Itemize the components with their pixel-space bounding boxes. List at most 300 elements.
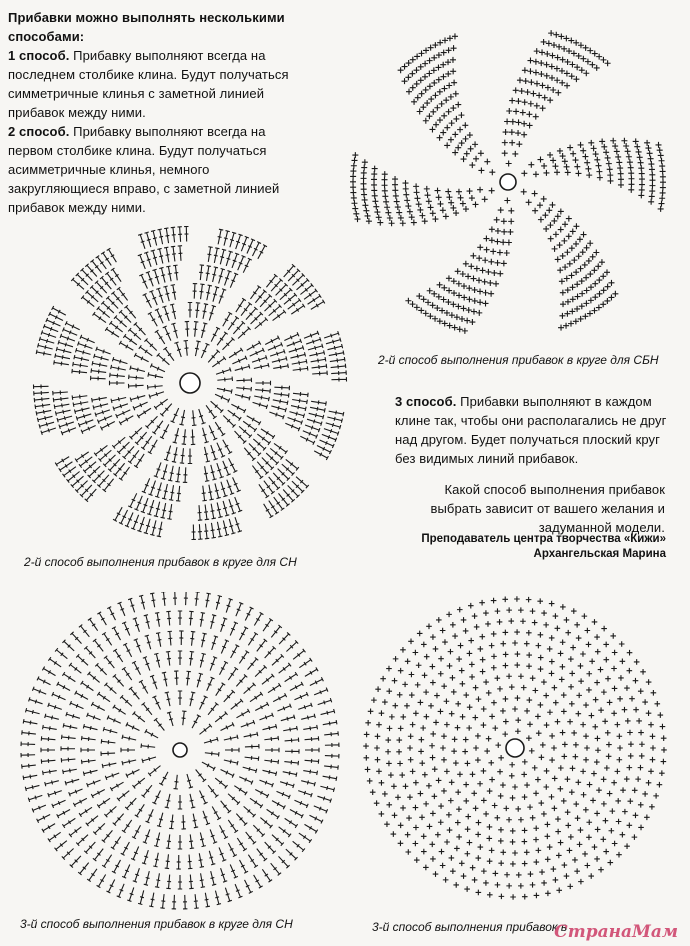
dc-stitch-symbol: [150, 593, 155, 607]
dc-stitch-symbol: [178, 651, 182, 665]
sc-stitch-symbol: [438, 656, 444, 662]
sc-stitch-symbol: [521, 132, 527, 138]
dc-stitch-symbol: [43, 725, 57, 730]
dc-stitch-symbol: [224, 690, 235, 702]
sc-stitch-symbol: [471, 791, 477, 797]
sc-stitch-symbol: [618, 171, 624, 177]
sc-stitch-symbol: [414, 189, 420, 195]
sc-stitch-symbol: [362, 202, 368, 208]
dc-stitch-symbol: [292, 359, 307, 364]
sc-stitch-symbol: [434, 105, 440, 111]
sc-stitch-symbol: [426, 198, 432, 204]
sc-stitch-symbol: [580, 249, 586, 255]
dc-stitch-symbol: [150, 364, 165, 372]
sc-stitch-symbol: [375, 733, 381, 739]
dc-stitch-symbol: [290, 682, 303, 691]
dc-stitch-symbol: [193, 322, 198, 337]
method2-paragraph: [8, 122, 308, 217]
sc-stitch-symbol: [448, 798, 454, 804]
dc-stitch-symbol: [184, 592, 188, 605]
dc-stitch-symbol: [304, 331, 319, 339]
dc-stitch-symbol: [132, 825, 140, 838]
dc-stitch-symbol: [104, 656, 114, 668]
dc-stitch-symbol: [117, 791, 129, 801]
sc-stitch-symbol: [587, 48, 593, 54]
sc-stitch-symbol: [430, 811, 436, 817]
sc-stitch-symbol: [509, 762, 515, 768]
sc-stitch-symbol: [462, 749, 468, 755]
sc-stitch-symbol: [363, 743, 369, 749]
dc-stitch-symbol: [258, 245, 267, 259]
sc-stitch-symbol: [574, 64, 580, 70]
sc-stitch-symbol: [447, 663, 453, 669]
dc-stitch-symbol: [101, 751, 115, 756]
dc-stitch-symbol: [139, 274, 147, 289]
dc-stitch-symbol: [69, 663, 81, 673]
sc-stitch-symbol: [515, 806, 521, 812]
sc-stitch-symbol: [463, 737, 469, 743]
dc-stitch-symbol: [191, 524, 195, 539]
sc-stitch-symbol: [562, 221, 568, 227]
sc-stitch-symbol: [565, 823, 571, 829]
sc-stitch-symbol: [660, 174, 666, 180]
dc-stitch-symbol: [163, 326, 171, 341]
sc-stitch-symbol: [413, 841, 419, 847]
sc-stitch-symbol: [565, 630, 571, 636]
sc-stitch-symbol: [431, 291, 437, 297]
dc-stitch-symbol: [164, 446, 171, 461]
dc-stitch-symbol: [39, 422, 54, 428]
dc-stitch-symbol: [245, 607, 253, 620]
sc-stitch-symbol: [566, 216, 572, 222]
sc-stitch-symbol: [532, 191, 538, 197]
dc-stitch-symbol: [105, 773, 119, 780]
sc-stitch-symbol: [410, 85, 416, 91]
sc-stitch-symbol: [587, 782, 593, 788]
sc-stitch-symbol: [591, 308, 597, 314]
dc-stitch-symbol: [79, 625, 89, 637]
dc-stitch-symbol: [265, 336, 279, 345]
dc-stitch-symbol: [154, 502, 160, 517]
sc-stitch-symbol: [527, 122, 533, 128]
sc-stitch-symbol: [560, 664, 566, 670]
sc-stitch-symbol: [549, 53, 555, 59]
sc-stitch-symbol: [595, 747, 601, 753]
sc-stitch-symbol: [474, 624, 480, 630]
sc-stitch-symbol: [526, 199, 532, 205]
dc-stitch-symbol: [216, 596, 222, 610]
sc-stitch-symbol: [457, 771, 463, 777]
dc-stitch-symbol: [238, 255, 246, 270]
sc-stitch-symbol: [634, 144, 640, 150]
sc-stitch-symbol: [475, 733, 481, 739]
dc-stitch-symbol: [219, 289, 226, 304]
dc-stitch-symbol: [289, 412, 304, 418]
sc-stitch-symbol: [524, 850, 530, 856]
sc-stitch-symbol: [516, 872, 522, 878]
sc-stitch-symbol: [382, 182, 388, 188]
sc-stitch-symbol: [427, 824, 433, 830]
sc-stitch-symbol: [483, 610, 489, 616]
dc-stitch-symbol: [131, 847, 139, 861]
dc-stitch-symbol: [254, 875, 263, 888]
dc-stitch-symbol: [143, 829, 150, 843]
sc-stitch-symbol: [414, 304, 420, 310]
sc-stitch-symbol: [603, 818, 609, 824]
sc-stitch-symbol: [361, 165, 367, 171]
sc-stitch-symbol: [379, 710, 385, 716]
sc-stitch-symbol: [502, 140, 508, 146]
sc-stitch-symbol: [405, 849, 411, 855]
sc-stitch-symbol: [382, 699, 388, 705]
sc-stitch-symbol: [487, 858, 493, 864]
sc-stitch-symbol: [580, 769, 586, 775]
dc-stitch-symbol: [287, 339, 302, 346]
dc-stitch-symbol: [278, 856, 289, 868]
sc-stitch-symbol: [539, 755, 545, 761]
sc-stitch-symbol: [459, 861, 465, 867]
sc-stitch-symbol: [374, 745, 380, 751]
dc-stitch-symbol: [57, 809, 70, 818]
sc-stitch-symbol: [582, 154, 588, 160]
dc-stitch-symbol: [79, 807, 92, 816]
sc-stitch-symbol: [618, 176, 624, 182]
dc-stitch-symbol: [60, 334, 75, 341]
sc-stitch-symbol: [580, 56, 586, 62]
sc-stitch-symbol: [552, 246, 558, 252]
sc-stitch-symbol: [649, 804, 655, 810]
dc-stitch-symbol: [212, 806, 221, 819]
dc-stitch-symbol: [188, 855, 193, 869]
sc-stitch-symbol: [593, 697, 599, 703]
dc-stitch-symbol: [73, 362, 88, 367]
dc-stitch-symbol: [200, 284, 205, 299]
sc-stitch-symbol: [558, 651, 564, 657]
sc-stitch-symbol: [506, 108, 512, 114]
dc-stitch-symbol: [293, 392, 308, 397]
sc-stitch-symbol: [547, 646, 553, 652]
sc-stitch-symbol: [541, 39, 547, 45]
dc-stitch-symbol: [145, 635, 151, 649]
sc-stitch-symbol: [628, 176, 634, 182]
dc-stitch-symbol: [206, 285, 212, 300]
dc-stitch-symbol: [152, 791, 160, 805]
sc-stitch-symbol: [431, 67, 437, 73]
sc-stitch-symbol: [555, 625, 561, 631]
sc-stitch-symbol: [591, 145, 597, 151]
sc-stitch-symbol: [361, 186, 367, 192]
dc-stitch-symbol: [223, 312, 232, 326]
sc-stitch-symbol: [627, 730, 633, 736]
sc-stitch-symbol: [444, 839, 450, 845]
dc-stitch-symbol: [28, 795, 42, 801]
sc-stitch-symbol: [576, 711, 582, 717]
sc-stitch-symbol: [444, 125, 450, 131]
sc-stitch-symbol: [419, 213, 425, 219]
dc-stitch-symbol: [70, 856, 81, 868]
sc-stitch-symbol: [498, 755, 504, 761]
sc-stitch-symbol: [444, 698, 450, 704]
dc-stitch-symbol: [205, 593, 210, 607]
dc-stitch-symbol: [46, 318, 61, 326]
dc-stitch-symbol: [117, 442, 129, 454]
dc-stitch-symbol: [262, 869, 272, 882]
sc-stitch-symbol: [421, 642, 427, 648]
sc-stitch-symbol: [495, 675, 501, 681]
dc-stitch-symbol: [201, 323, 207, 338]
dc-stitch-symbol: [204, 505, 209, 520]
magic-ring-icon: [180, 373, 200, 393]
dc-stitch-symbol: [230, 273, 238, 288]
dc-stitch-symbol: [209, 851, 215, 865]
dc-stitch-symbol: [277, 791, 291, 799]
sc-stitch-symbol: [558, 227, 564, 233]
dc-stitch-symbol: [52, 306, 66, 315]
dc-stitch-symbol: [113, 649, 122, 662]
sc-stitch-symbol: [633, 813, 639, 819]
sc-stitch-symbol: [541, 880, 547, 886]
sc-stitch-symbol: [575, 815, 581, 821]
sc-stitch-symbol: [543, 693, 549, 699]
sc-stitch-symbol: [637, 154, 643, 160]
sc-stitch-symbol: [607, 172, 613, 178]
sc-stitch-symbol: [489, 643, 495, 649]
sc-stitch-symbol: [399, 772, 405, 778]
sc-stitch-symbol: [388, 772, 394, 778]
dc-stitch-symbol: [56, 347, 71, 353]
sc-stitch-symbol: [396, 737, 402, 743]
sc-stitch-symbol: [487, 280, 493, 286]
dc-stitch-symbol: [113, 674, 124, 686]
sc-stitch-symbol: [449, 855, 455, 861]
sc-stitch-symbol: [481, 768, 487, 774]
sc-stitch-symbol: [414, 53, 420, 59]
sc-stitch-symbol: [612, 291, 618, 297]
dc-stitch-symbol: [43, 324, 58, 331]
sc-stitch-symbol: [604, 269, 610, 275]
sc-stitch-symbol: [603, 657, 609, 663]
sc-stitch-symbol: [376, 214, 382, 220]
sc-stitch-symbol: [430, 664, 436, 670]
sc-stitch-symbol: [597, 291, 603, 297]
dc-stitch-symbol: [119, 310, 131, 322]
dc-stitch-symbol: [268, 683, 281, 692]
dc-stitch-symbol: [284, 332, 299, 340]
sc-stitch-symbol: [648, 769, 654, 775]
sc-stitch-symbol: [361, 175, 367, 181]
sc-stitch-symbol: [497, 769, 503, 775]
dc-stitch-symbol: [167, 712, 173, 726]
sc-stitch-symbol: [351, 163, 357, 169]
sc-stitch-symbol: [477, 187, 483, 193]
sc-stitch-symbol: [583, 807, 589, 813]
dc-stitch-symbol: [104, 806, 116, 817]
dc-stitch-symbol: [204, 447, 210, 462]
sc-stitch-symbol: [435, 188, 441, 194]
sc-stitch-symbol: [522, 794, 528, 800]
sc-stitch-symbol: [564, 249, 570, 255]
dc-stitch-symbol: [148, 440, 157, 454]
sc-stitch-symbol: [413, 805, 419, 811]
sc-stitch-symbol: [604, 765, 610, 771]
sc-stitch-symbol: [436, 77, 442, 83]
sc-stitch-symbol: [487, 788, 493, 794]
sc-stitch-symbol: [520, 110, 526, 116]
sc-stitch-symbol: [506, 883, 512, 889]
dc-stitch-symbol: [161, 592, 166, 606]
sc-stitch-symbol: [495, 228, 501, 234]
dc-stitch-symbol: [81, 759, 95, 764]
sc-stitch-symbol: [617, 165, 623, 171]
sc-stitch-symbol: [545, 891, 551, 897]
dc-stitch-symbol: [151, 250, 157, 265]
sc-stitch-symbol: [642, 791, 648, 797]
dc-stitch-symbol: [223, 415, 235, 427]
sc-stitch-symbol: [546, 207, 552, 213]
sc-stitch-symbol: [451, 80, 457, 86]
sc-stitch-symbol: [638, 688, 644, 694]
sc-stitch-symbol: [498, 827, 504, 833]
sc-stitch-symbol: [406, 60, 412, 66]
sc-stitch-symbol: [549, 794, 555, 800]
sc-stitch-symbol: [538, 800, 544, 806]
sc-stitch-symbol: [551, 745, 557, 751]
sc-stitch-symbol: [610, 808, 616, 814]
sc-stitch-symbol: [555, 213, 561, 219]
dc-stitch-symbol: [234, 786, 247, 796]
sc-stitch-symbol: [646, 780, 652, 786]
sc-stitch-symbol: [633, 707, 639, 713]
sc-stitch-symbol: [371, 176, 377, 182]
sc-stitch-symbol: [565, 169, 571, 175]
sc-stitch-symbol: [533, 825, 539, 831]
sc-stitch-symbol: [410, 57, 416, 63]
sc-stitch-symbol: [588, 873, 594, 879]
sc-stitch-symbol: [364, 755, 370, 761]
sc-stitch-symbol: [578, 879, 584, 885]
dc-stitch-symbol: [294, 800, 308, 808]
dc-stitch-symbol: [106, 879, 114, 892]
dc-stitch-symbol: [122, 667, 132, 680]
dc-stitch-symbol: [53, 397, 68, 402]
sc-stitch-symbol: [465, 761, 471, 767]
sc-stitch-symbol: [436, 617, 442, 623]
sc-stitch-symbol: [530, 882, 536, 888]
dc-stitch-symbol: [164, 228, 169, 243]
sc-stitch-symbol: [461, 156, 467, 162]
sc-stitch-symbol: [469, 195, 475, 201]
dc-stitch-symbol: [76, 414, 91, 421]
dc-stitch-symbol: [208, 785, 218, 797]
sc-stitch-symbol: [615, 722, 621, 728]
dc-stitch-symbol: [285, 672, 298, 681]
dc-stitch-symbol: [208, 485, 213, 500]
dc-stitch-symbol: [171, 227, 176, 242]
sc-stitch-symbol: [497, 686, 503, 692]
dc-stitch-symbol: [61, 735, 75, 740]
dc-stitch-symbol: [220, 825, 228, 838]
sc-stitch-symbol: [638, 165, 644, 171]
sc-stitch-symbol: [466, 307, 472, 313]
sc-stitch-symbol: [476, 255, 482, 261]
sc-stitch-symbol: [437, 201, 443, 207]
sc-stitch-symbol: [558, 786, 564, 792]
dc-stitch-symbol: [152, 269, 159, 284]
sc-stitch-symbol: [513, 108, 519, 114]
dc-stitch-symbol: [144, 615, 150, 629]
sc-stitch-symbol: [419, 50, 425, 56]
sc-stitch-symbol: [615, 769, 621, 775]
dc-stitch-symbol: [162, 306, 169, 321]
sc-stitch-symbol: [462, 122, 468, 128]
sc-stitch-symbol: [522, 99, 528, 105]
dc-stitch-symbol: [61, 428, 76, 436]
sc-stitch-symbol: [576, 635, 582, 641]
sc-stitch-symbol: [567, 261, 573, 267]
dc-stitch-symbol: [185, 321, 190, 336]
sc-stitch-symbol: [580, 651, 586, 657]
sc-stitch-symbol: [435, 832, 441, 838]
dc-stitch-symbol: [34, 391, 49, 396]
sc-stitch-symbol: [561, 692, 567, 698]
dc-stitch-symbol: [244, 683, 256, 694]
dc-stitch-symbol: [155, 613, 160, 627]
dc-stitch-symbol: [103, 727, 117, 733]
dc-stitch-symbol: [83, 770, 97, 776]
sc-stitch-symbol: [475, 757, 481, 763]
sc-stitch-symbol: [473, 685, 479, 691]
sc-stitch-symbol: [648, 161, 654, 167]
sc-stitch-symbol: [625, 718, 631, 724]
sc-stitch-symbol: [375, 686, 381, 692]
sc-stitch-symbol: [632, 788, 638, 794]
dc-stitch-symbol: [201, 343, 209, 358]
dc-stitch-symbol: [166, 875, 171, 889]
dc-stitch-symbol: [112, 357, 127, 364]
sc-stitch-symbol: [550, 157, 556, 163]
dc-stitch-symbol: [166, 611, 171, 625]
dc-stitch-symbol: [211, 327, 220, 341]
sc-stitch-symbol: [510, 795, 516, 801]
sc-stitch-symbol: [565, 776, 571, 782]
dc-stitch-symbol: [189, 834, 194, 848]
dc-stitch-symbol: [257, 639, 267, 651]
sc-stitch-symbol: [510, 894, 516, 900]
sc-stitch-symbol: [460, 714, 466, 720]
sc-stitch-symbol: [409, 672, 415, 678]
dc-stitch-symbol: [41, 748, 55, 752]
sc-stitch-symbol: [477, 288, 483, 294]
sc-stitch-symbol: [471, 276, 477, 282]
sc-stitch-symbol: [373, 204, 379, 210]
dc-stitch-symbol: [244, 732, 258, 738]
sc-stitch-symbol: [584, 160, 590, 166]
sc-stitch-symbol: [527, 58, 533, 64]
sc-stitch-symbol: [659, 195, 665, 201]
dc-stitch-symbol: [331, 370, 346, 375]
dc-stitch-symbol: [265, 646, 276, 658]
dc-stitch-symbol: [59, 422, 74, 429]
dc-stitch-symbol: [323, 775, 337, 780]
dc-stitch-symbol: [93, 823, 105, 834]
dc-stitch-symbol: [229, 458, 238, 472]
sc-stitch-symbol: [460, 271, 466, 277]
sc-stitch-symbol: [503, 806, 509, 812]
dc-stitch-symbol: [104, 683, 116, 694]
sc-stitch-symbol: [503, 663, 509, 669]
sc-stitch-symbol: [418, 64, 424, 70]
sc-stitch-symbol: [411, 220, 417, 226]
